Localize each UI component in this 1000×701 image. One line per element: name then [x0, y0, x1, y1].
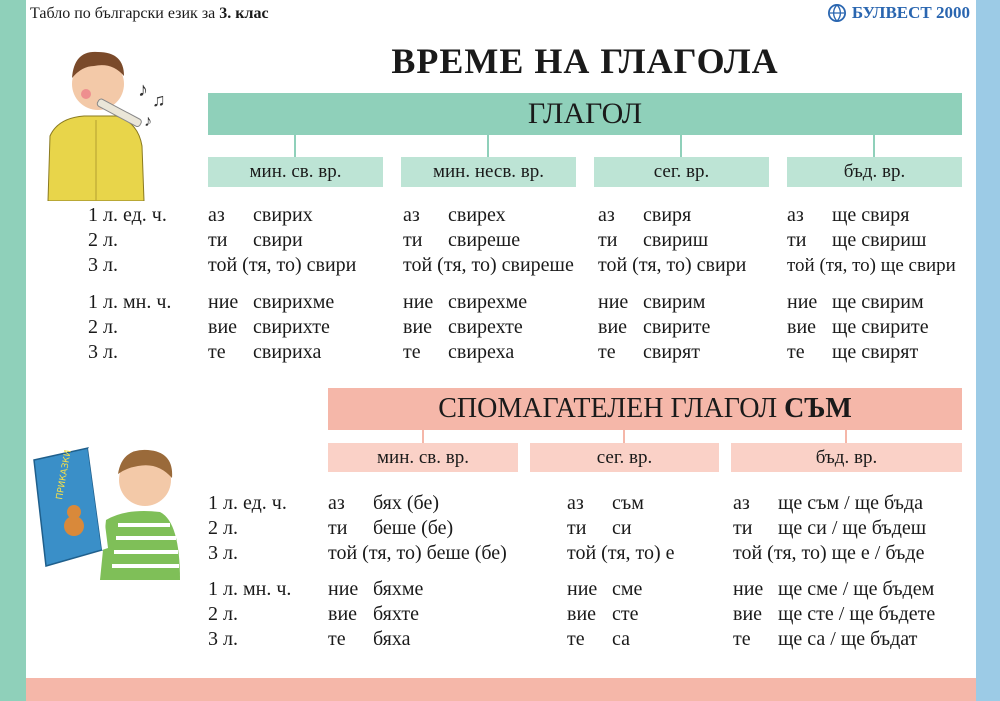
conj-row — [328, 491, 507, 516]
verb-tense-past-imperfective — [401, 157, 576, 187]
aux-col-future-singular — [733, 491, 926, 566]
conj-row — [328, 627, 423, 652]
tense-label: мин. св. вр. — [377, 446, 469, 468]
pronoun: ние — [733, 578, 764, 600]
pronoun: ти — [598, 229, 618, 251]
verb-form: свирехме — [448, 291, 528, 313]
header-caption — [30, 5, 269, 23]
boy-book-illustration — [30, 430, 185, 580]
tense-label: бъд. вр. — [843, 161, 906, 182]
bottom-band — [26, 678, 976, 701]
verb-form: свириш — [643, 229, 709, 251]
conj-row — [567, 541, 675, 566]
verb-form: беше (бе) — [426, 542, 507, 564]
verb-form: свирех — [448, 204, 506, 226]
conj-row — [733, 516, 926, 541]
conj-row — [787, 228, 956, 253]
conj-row — [208, 203, 356, 228]
conj-row — [567, 627, 642, 652]
pronoun: те — [598, 341, 616, 363]
verb-form: бяхме — [373, 578, 424, 600]
pronoun: аз — [208, 204, 225, 226]
verb-form: бяха — [373, 628, 411, 650]
conj-row — [787, 203, 956, 228]
conj-row — [567, 602, 642, 627]
aux-persons-singular — [208, 491, 287, 566]
verb-form: ще свиря — [832, 204, 910, 226]
brand-name: БУЛВЕСТ 2000 — [851, 3, 970, 22]
pronoun: аз — [403, 204, 420, 226]
tense-label: мин. несв. вр. — [432, 161, 545, 182]
conj-row — [208, 228, 356, 253]
conj-row — [567, 577, 642, 602]
pronoun: ние — [787, 291, 818, 313]
verb-form: ще свирите — [832, 316, 929, 338]
aux-heading-bold: СЪМ — [784, 393, 852, 424]
aux-tense-present — [530, 443, 719, 472]
verb-tense-present — [594, 157, 769, 187]
verb-form: беше (бе) — [373, 517, 454, 539]
book-label: ПРИКАЗКИ — [55, 449, 74, 501]
conj-row — [328, 577, 423, 602]
person-label: 1 л. ед. ч. — [208, 492, 287, 514]
person-label: 2 л. — [208, 603, 238, 625]
verb-form: свирихте — [253, 316, 330, 338]
verb-form: свиреше — [501, 254, 574, 276]
verb-form: ще сте / ще бъдете — [778, 603, 936, 625]
verb-form: бяхте — [373, 603, 419, 625]
verb-form: бях (бе) — [373, 492, 439, 514]
pronoun: аз — [328, 492, 345, 514]
pronoun: ние — [598, 291, 629, 313]
conj-row — [208, 315, 334, 340]
aux-tense-future — [731, 443, 962, 472]
pronoun: вие — [598, 316, 628, 338]
pronoun: вие — [733, 603, 763, 625]
aux-col-present-singular — [567, 491, 675, 566]
verb-heading: ГЛАГОЛ — [527, 97, 643, 130]
connector-2 — [487, 135, 489, 157]
pronoun: ти — [567, 517, 587, 539]
pronoun: вие — [328, 603, 358, 625]
page-title: ВРЕМЕ НА ГЛАГОЛА — [391, 41, 779, 81]
conj-row — [208, 290, 334, 315]
conj-row — [733, 627, 935, 652]
conj-row — [787, 253, 956, 278]
verb-col-future-singular — [787, 203, 956, 278]
pronoun: аз — [567, 492, 584, 514]
verb-form: са — [612, 628, 630, 650]
conj-row — [598, 203, 746, 228]
verb-form: ще свирят — [832, 341, 919, 363]
pronoun: той (тя, то) — [598, 254, 692, 276]
conj-row — [403, 228, 574, 253]
pronoun: аз — [733, 492, 750, 514]
pronoun: ти — [733, 517, 753, 539]
conj-row — [598, 253, 746, 278]
aux-col-past-plural — [328, 577, 423, 652]
pronoun: той (тя, то) — [403, 254, 497, 276]
verb-form: ще сме / ще бъдем — [778, 578, 935, 600]
verb-col-past-imperfective-plural — [403, 290, 527, 365]
person-label: 2 л. — [88, 229, 118, 251]
connector-3 — [680, 135, 682, 157]
person-label: 3 л. — [208, 628, 238, 650]
svg-text:♪: ♪ — [138, 79, 148, 101]
conj-row — [403, 290, 527, 315]
aux-col-past-singular — [328, 491, 507, 566]
person-label: 1 л. мн. ч. — [88, 291, 172, 313]
conj-row — [567, 491, 675, 516]
person-label: 3 л. — [88, 341, 118, 363]
header-text: Табло по български език за — [30, 5, 216, 22]
pronoun: ти — [787, 229, 807, 251]
person-label: 3 л. — [88, 254, 118, 276]
verb-col-past-imperfective-singular — [403, 203, 574, 278]
conj-row — [787, 340, 929, 365]
pronoun: те — [403, 341, 421, 363]
verb-form: свиря — [643, 204, 692, 226]
verb-form: свирят — [643, 341, 700, 363]
tense-label: бъд. вр. — [815, 446, 878, 468]
connector-a1 — [422, 430, 424, 443]
pronoun: той (тя, то) — [733, 542, 827, 564]
verb-tense-past-perfective — [208, 157, 383, 187]
conj-row — [787, 315, 929, 340]
tense-label: сег. вр. — [653, 161, 710, 182]
person-label: 3 л. — [208, 542, 238, 564]
verb-form: свириха — [253, 341, 322, 363]
conj-row — [328, 541, 507, 566]
verb-col-past-perfective-plural — [208, 290, 334, 365]
conj-row — [598, 228, 746, 253]
pronoun: аз — [787, 204, 804, 226]
verb-form: свиреха — [448, 341, 515, 363]
right-stripe — [976, 0, 1000, 701]
conj-row — [733, 491, 926, 516]
verb-form: сме — [612, 578, 643, 600]
verb-form: свирих — [253, 204, 313, 226]
person-label: 1 л. ед. ч. — [88, 204, 167, 226]
brand — [828, 3, 970, 23]
aux-heading-bar — [328, 388, 962, 430]
conj-row — [598, 340, 710, 365]
pronoun: той (тя, то) — [208, 254, 302, 276]
verb-form: съм — [612, 492, 644, 514]
conj-row — [403, 340, 527, 365]
verb-col-present-singular — [598, 203, 746, 278]
pronoun: те — [328, 628, 346, 650]
verb-form: ще е / бъде — [831, 542, 925, 564]
svg-text:♫: ♫ — [152, 90, 166, 110]
verb-persons-plural — [88, 290, 171, 365]
conj-row — [733, 541, 926, 566]
pronoun: той (тя, то) — [567, 542, 661, 564]
person-label: 1 л. мн. ч. — [208, 578, 292, 600]
verb-form: ще свири — [880, 255, 956, 276]
pronoun: вие — [208, 316, 238, 338]
verb-form: е — [665, 542, 675, 564]
pronoun: ти — [328, 517, 348, 539]
verb-form: ще съм / ще бъда — [778, 492, 924, 514]
verb-form: сте — [612, 603, 639, 625]
pronoun: той (тя, то) — [787, 255, 876, 276]
connector-1 — [294, 135, 296, 157]
conj-row — [403, 315, 527, 340]
tense-label: мин. св. вр. — [249, 161, 342, 182]
left-stripe — [0, 0, 26, 701]
conj-row — [403, 253, 574, 278]
conj-row — [787, 290, 929, 315]
verb-form: ще свириш — [832, 229, 927, 251]
pronoun: те — [733, 628, 751, 650]
verb-form: свирихме — [253, 291, 335, 313]
verb-tense-future — [787, 157, 962, 187]
tense-label: сег. вр. — [596, 446, 653, 468]
verb-form: свири — [696, 254, 747, 276]
globe-icon — [828, 4, 846, 22]
person-label: 2 л. — [208, 517, 238, 539]
connector-a3 — [845, 430, 847, 443]
pronoun: вие — [787, 316, 817, 338]
pronoun: ние — [208, 291, 239, 313]
pronoun: вие — [567, 603, 597, 625]
aux-col-future-plural — [733, 577, 935, 652]
pronoun: ти — [403, 229, 423, 251]
aux-col-present-plural — [567, 577, 642, 652]
pronoun: те — [208, 341, 226, 363]
verb-col-future-plural — [787, 290, 929, 365]
verb-col-past-perfective-singular — [208, 203, 356, 278]
pronoun: ние — [328, 578, 359, 600]
verb-form: свирите — [643, 316, 711, 338]
aux-heading: СПОМАГАТЕЛЕН ГЛАГОЛ — [438, 393, 778, 424]
connector-4 — [873, 135, 875, 157]
header-grade: 3. клас — [219, 5, 269, 22]
pronoun: ние — [567, 578, 598, 600]
conj-row — [208, 253, 356, 278]
conj-row — [567, 516, 675, 541]
conj-row — [328, 602, 423, 627]
verb-heading-bar — [208, 93, 962, 135]
conj-row — [733, 602, 935, 627]
verb-form: свирехте — [448, 316, 523, 338]
conj-row — [733, 577, 935, 602]
pronoun: вие — [403, 316, 433, 338]
conj-row — [328, 516, 507, 541]
pronoun: ние — [403, 291, 434, 313]
pronoun: аз — [598, 204, 615, 226]
verb-form: ще свирим — [832, 291, 924, 313]
svg-text:♪: ♪ — [144, 113, 152, 130]
boy-flute-illustration — [38, 36, 173, 201]
aux-persons-plural — [208, 577, 291, 652]
conj-row — [208, 340, 334, 365]
verb-form: свиреше — [448, 229, 521, 251]
conj-row — [403, 203, 574, 228]
pronoun: те — [567, 628, 585, 650]
person-label: 2 л. — [88, 316, 118, 338]
connector-a2 — [623, 430, 625, 443]
verb-form: ще си / ще бъдеш — [778, 517, 927, 539]
pronoun: те — [787, 341, 805, 363]
verb-persons-singular — [88, 203, 167, 278]
verb-form: свирим — [643, 291, 706, 313]
verb-form: свири — [306, 254, 357, 276]
verb-form: си — [612, 517, 632, 539]
conj-row — [598, 290, 710, 315]
verb-form: ще са / ще бъдат — [778, 628, 918, 650]
pronoun: ти — [208, 229, 228, 251]
verb-col-present-plural — [598, 290, 710, 365]
verb-form: свири — [253, 229, 303, 251]
aux-tense-past — [328, 443, 518, 472]
pronoun: той (тя, то) — [328, 542, 422, 564]
conj-row — [598, 315, 710, 340]
